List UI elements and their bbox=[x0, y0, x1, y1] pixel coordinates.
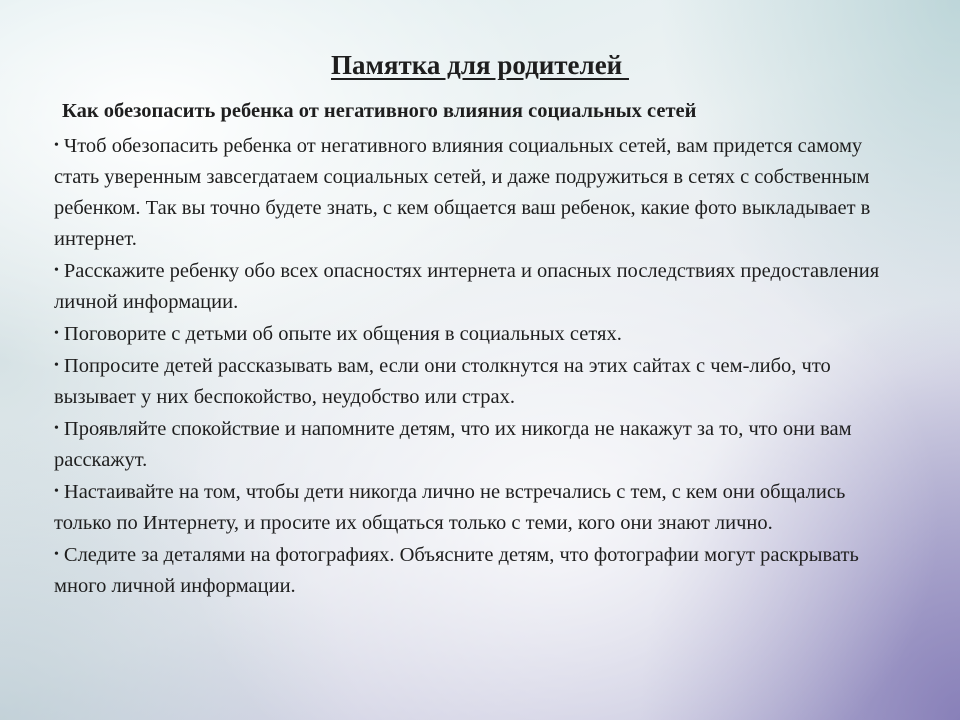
list-item bbox=[54, 318, 904, 350]
list-item-text: Поговорите с детьми об опыте их общения в социальных сетях. bbox=[63, 323, 622, 345]
list-item bbox=[54, 413, 904, 476]
list-item bbox=[54, 255, 904, 318]
bullet-icon: • bbox=[54, 484, 59, 499]
subtitle: Как обезопасить ребенка от негативного влияния социальных сетей bbox=[62, 100, 697, 122]
list-item bbox=[54, 130, 904, 255]
bullet-icon: • bbox=[54, 326, 59, 341]
bullet-icon: • bbox=[54, 547, 59, 562]
list-item-text: Расскажите ребенку обо всех опасностях интернета и опасных последствиях предоставления личной информации. bbox=[54, 260, 880, 313]
list-item bbox=[54, 539, 904, 602]
list-item bbox=[54, 476, 904, 539]
tips-list bbox=[54, 130, 904, 602]
page-title-text: Памятка для родителей bbox=[331, 50, 629, 80]
bullet-icon: • bbox=[54, 358, 59, 373]
bullet-icon: • bbox=[54, 421, 59, 436]
page-title bbox=[0, 50, 960, 81]
list-item-text: Настаивайте на том, чтобы дети никогда лично не встречались с тем, с кем они общались только по Интернету, и просите их общаться только с теми, кого они знают лично. bbox=[54, 481, 846, 534]
list-item-text: Следите за деталями на фотографиях. Объясните детям, что фотографии могут раскрывать много личной информации. bbox=[54, 544, 859, 597]
list-item-text: Проявляйте спокойствие и напомните детям, что их никогда не накажут за то, что они вам расскажут. bbox=[54, 418, 852, 471]
list-item-text: Попросите детей рассказывать вам, если они столкнутся на этих сайтах с чем-либо, что вызывает у них беспокойство, неудобство или страх. bbox=[54, 355, 831, 408]
bullet-icon: • bbox=[54, 138, 59, 153]
list-item-text: Чтоб обезопасить ребенка от негативного влияния социальных сетей, вам придется самому стать уверенным завсегдатаем социальных сетей, и даже подружиться в сетях с собственным ребенком. Так вы точно будете знать, с кем общается ваш ребенок, какие фото выкладывает в интернет. bbox=[54, 135, 871, 250]
list-item bbox=[54, 350, 904, 413]
bullet-icon: • bbox=[54, 263, 59, 278]
